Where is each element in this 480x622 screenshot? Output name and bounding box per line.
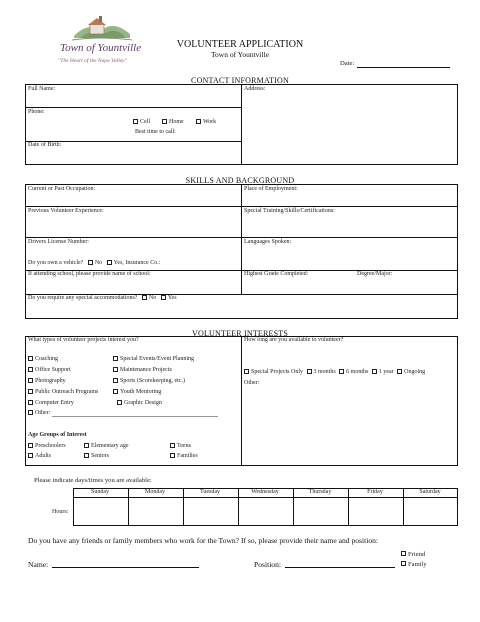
checkbox[interactable] <box>170 443 175 448</box>
age-families[interactable]: Families <box>170 453 198 460</box>
work-checkbox[interactable] <box>196 119 201 124</box>
schedule-prompt: Please indicate days/times you are available: <box>34 477 152 484</box>
checkbox[interactable] <box>113 389 118 394</box>
checkbox[interactable] <box>84 443 89 448</box>
vehicle-question: Do you own a vehicle? No Yes, Insurance Co.: <box>28 260 161 266</box>
skills-heading: SKILLS AND BACKGROUND <box>185 176 295 185</box>
accommodations-question: Do you require any special accommodations? No Yes <box>28 295 177 301</box>
checkbox[interactable] <box>84 453 89 458</box>
interest-office[interactable]: Office Support <box>28 367 71 374</box>
checkbox[interactable] <box>113 356 118 361</box>
name-field[interactable] <box>52 567 199 568</box>
age-adults[interactable]: Adults <box>28 453 51 460</box>
dob-field[interactable]: Date of Birth: <box>28 142 62 148</box>
interest-events[interactable]: Special Events/Event Planning <box>113 356 194 363</box>
day-thursday: Thursday <box>308 489 332 495</box>
interest-other-line[interactable] <box>52 416 218 417</box>
checkbox[interactable] <box>28 453 33 458</box>
age-teens[interactable]: Teens <box>170 443 191 450</box>
best-time-field[interactable]: Best time to call: <box>135 129 176 135</box>
day-wednesday: Wednesday <box>251 489 279 495</box>
training-field[interactable]: Special Training/Skills/Certifications: <box>244 208 335 214</box>
friend-checkbox[interactable] <box>401 551 406 556</box>
checkbox[interactable] <box>28 389 33 394</box>
interest-photography[interactable]: Photography <box>28 378 66 385</box>
employment-field[interactable]: Place of Employment: <box>244 186 298 192</box>
acc-no-checkbox[interactable] <box>142 295 147 300</box>
school-field[interactable]: If attending school, please provide name of school: <box>28 271 151 277</box>
checkbox[interactable] <box>28 400 33 405</box>
day-tuesday: Tuesday <box>199 489 221 495</box>
full-name-field[interactable]: Full Name: <box>28 86 56 92</box>
town-logo <box>52 10 152 68</box>
interest-other[interactable]: Other: <box>28 410 50 417</box>
family-question: Do you have any friends or family members who work for the Town? If so, please provide their name and position: <box>28 536 379 545</box>
projects-question: What types of volunteer projects interest you? <box>28 337 139 343</box>
day-saturday: Saturday <box>419 489 441 495</box>
checkbox[interactable] <box>113 378 118 383</box>
date-field[interactable] <box>357 67 450 68</box>
date-label: Date: <box>340 60 355 67</box>
checkbox[interactable] <box>28 378 33 383</box>
grade-field[interactable]: Highest Grade Completed: <box>244 271 309 277</box>
checkbox[interactable] <box>170 453 175 458</box>
interest-youth[interactable]: Youth Mentoring <box>113 389 161 396</box>
form-subtitle: Town of Yountville <box>210 50 270 59</box>
occupation-field[interactable]: Current or Past Occupation: <box>28 186 96 192</box>
languages-field[interactable]: Languages Spoken: <box>244 239 292 245</box>
checkbox[interactable] <box>28 367 33 372</box>
family-option[interactable]: Family <box>401 561 427 569</box>
position-label: Position: <box>254 560 282 569</box>
day-monday: Monday <box>145 489 165 495</box>
avail-row: Special Projects Only 3 months 6 months 1 year Ongoing <box>244 369 425 376</box>
cell-checkbox[interactable] <box>133 119 138 124</box>
home-checkbox[interactable] <box>162 119 167 124</box>
position-field[interactable] <box>285 567 395 568</box>
contact-heading: CONTACT INFORMATION <box>191 76 289 85</box>
vehicle-no-checkbox[interactable] <box>88 260 93 265</box>
form-title: VOLUNTEER APPLICATION <box>176 39 304 50</box>
checkbox[interactable] <box>28 410 33 415</box>
checkbox[interactable] <box>117 400 122 405</box>
six-months-checkbox[interactable] <box>339 369 344 374</box>
interest-sports[interactable]: Sports (Scorekeeping, etc.) <box>113 378 185 385</box>
checkbox[interactable] <box>28 443 33 448</box>
day-sunday: Sunday <box>91 489 109 495</box>
age-groups-heading: Age Groups of Interest <box>28 432 87 438</box>
interest-outreach[interactable]: Public Outreach Programs <box>28 389 98 396</box>
age-seniors[interactable]: Seniors <box>84 453 109 460</box>
three-months-checkbox[interactable] <box>307 369 312 374</box>
available-question: How long are you available to volunteer? <box>244 337 344 343</box>
experience-field[interactable]: Previous Volunteer Experience: <box>28 208 104 214</box>
phone-cell-option[interactable]: Cell <box>133 119 150 126</box>
acc-yes-checkbox[interactable] <box>161 295 166 300</box>
interests-heading: VOLUNTEER INTERESTS <box>191 329 289 338</box>
one-year-checkbox[interactable] <box>372 369 377 374</box>
license-field[interactable]: Drivers License Number: <box>28 239 89 245</box>
day-friday: Friday <box>367 489 383 495</box>
phone-home-option[interactable]: Home <box>162 119 184 126</box>
phone-field[interactable]: Phone: <box>28 109 45 115</box>
phone-work-option[interactable]: Work <box>196 119 216 126</box>
age-preschool[interactable]: Preschoolers <box>28 443 66 450</box>
age-elementary[interactable]: Elementary age <box>84 443 128 450</box>
interest-computer[interactable]: Computer Entry <box>28 400 74 407</box>
friend-option[interactable]: Friend <box>401 551 425 559</box>
contact-divider <box>241 84 242 165</box>
interest-maintenance[interactable]: Maintenance Projects <box>113 367 172 374</box>
checkbox[interactable] <box>113 367 118 372</box>
logo-tagline: "The Heart of the Napa Valley" <box>58 58 127 64</box>
name-label: Name: <box>28 560 49 569</box>
interest-graphic[interactable]: Graphic Design <box>117 400 162 407</box>
address-field[interactable]: Address: <box>244 86 266 92</box>
hours-label: Hours: <box>52 509 69 515</box>
family-checkbox[interactable] <box>401 561 406 566</box>
avail-other-field[interactable]: Other: <box>244 380 260 386</box>
special-projects-checkbox[interactable] <box>244 369 249 374</box>
checkbox[interactable] <box>28 356 33 361</box>
degree-field[interactable]: Degree/Major: <box>357 271 393 277</box>
logo-wordmark: Town of Yountville <box>60 42 142 54</box>
vehicle-yes-checkbox[interactable] <box>107 260 112 265</box>
interest-coaching[interactable]: Coaching <box>28 356 58 363</box>
ongoing-checkbox[interactable] <box>397 369 402 374</box>
